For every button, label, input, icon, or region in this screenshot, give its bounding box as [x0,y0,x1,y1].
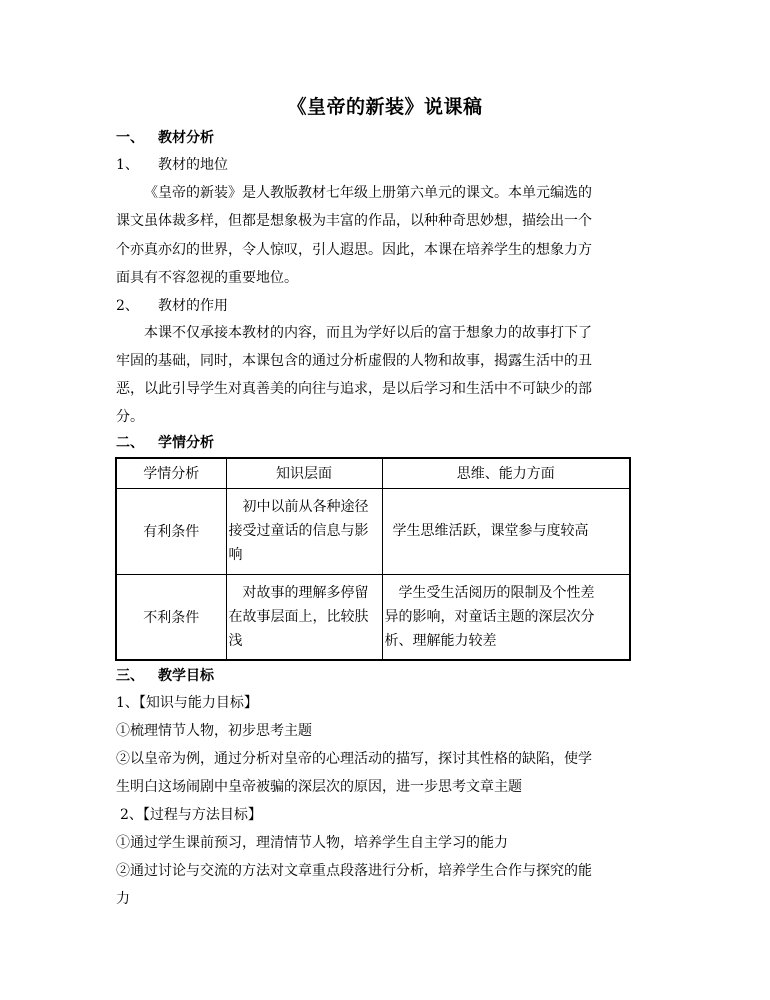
section-title: 学情分析 [158,435,214,451]
table-header: 学情分析 [116,458,226,488]
goal-item: 生明白这场闹剧中皇帝被骗的深层次的原因，进一步思考文章主题 [116,779,522,795]
table-header: 思维、能力方面 [382,458,630,488]
subsection-title: 教材的作用 [158,298,228,314]
paragraph-line: 面具有不容忽视的重要地位。 [116,270,298,286]
table-header: 知识层面 [226,458,382,488]
cell-line: 接受过童话的信息与影 [228,523,369,539]
goal-item: 力 [116,891,130,907]
subsection-number: 1、 [116,157,139,173]
cell-line: 异的影响，对童话主题的深层次分 [384,608,595,625]
section-heading-1 [116,128,656,148]
subsection-title: 教材的地位 [158,157,228,173]
cell-line: 响 [228,547,243,563]
subsection-number: 2、 [116,298,139,314]
table-header-row [116,458,630,488]
learner-analysis-table [115,457,631,661]
cell-line: 学生受生活阅历的限制及个性差 [398,584,595,601]
goal-item: ②以皇帝为例，通过分析对皇帝的心理活动的描写，探讨其性格的缺陷，使学 [116,751,592,767]
goal-item: ②通过讨论与交流的方法对文章重点段落进行分析，培养学生合作与探究的能 [116,863,592,879]
paragraph-line: 《皇帝的新装》是人教版教材七年级上册第六单元的课文。本单元编选的 [144,185,592,201]
paragraph-line: 分。 [116,409,144,425]
table-cell [226,574,382,660]
cell-line: 初中以前从各种途径 [242,499,369,515]
paragraph-line: 本课不仅承接本教材的内容，而且为学好以后的富于想象力的故事打下了 [144,325,592,341]
paragraph-line: 个亦真亦幻的世界，令人惊叹，引人遐思。因此，本课在培养学生的想象力方 [116,242,592,258]
section-number: 三、 [116,668,144,684]
row-label: 有利条件 [116,488,226,574]
section-title: 教材分析 [158,130,214,146]
row-label: 不利条件 [116,574,226,660]
table-cell [382,488,630,574]
cell-line: 析、理解能力较差 [384,632,497,649]
subsection-heading-1-1 [116,155,656,175]
goal-heading-2: 2、【过程与方法目标】 [120,807,262,823]
table-cell [382,574,630,660]
subsection-heading-1-2 [116,296,656,316]
goal-item: ①通过学生课前预习，理清情节人物，培养学生自主学习的能力 [116,835,508,851]
cell-line: 学生思维活跃，课堂参与度较高 [392,523,589,539]
section-number: 一、 [116,130,144,146]
paragraph-line: 课文虽体裁多样，但都是想象极为丰富的作品，以种种奇思妙想，描绘出一个 [116,213,592,229]
goal-heading-1: 1、【知识与能力目标】 [116,695,258,711]
section-number: 二、 [116,435,144,451]
cell-line: 对故事的理解多停留 [242,584,369,601]
table-row [116,488,630,574]
paragraph-line: 牢固的基础，同时，本课包含的通过分析虚假的人物和故事，揭露生活中的丑 [116,353,592,369]
cell-line: 在故事层面上，比较肤 [228,608,369,625]
table-row [116,574,630,660]
section-heading-3 [116,666,656,686]
document-title: 《皇帝的新装》说课稿 [287,96,483,118]
section-heading-2 [116,433,656,453]
goal-item: ①梳理情节人物，初步思考主题 [116,723,312,739]
section-title: 教学目标 [158,668,214,684]
table-cell [226,488,382,574]
cell-line: 浅 [228,632,243,649]
paragraph-line: 恶，以此引导学生对真善美的向往与追求，是以后学习和生活中不可缺少的部 [116,381,592,397]
